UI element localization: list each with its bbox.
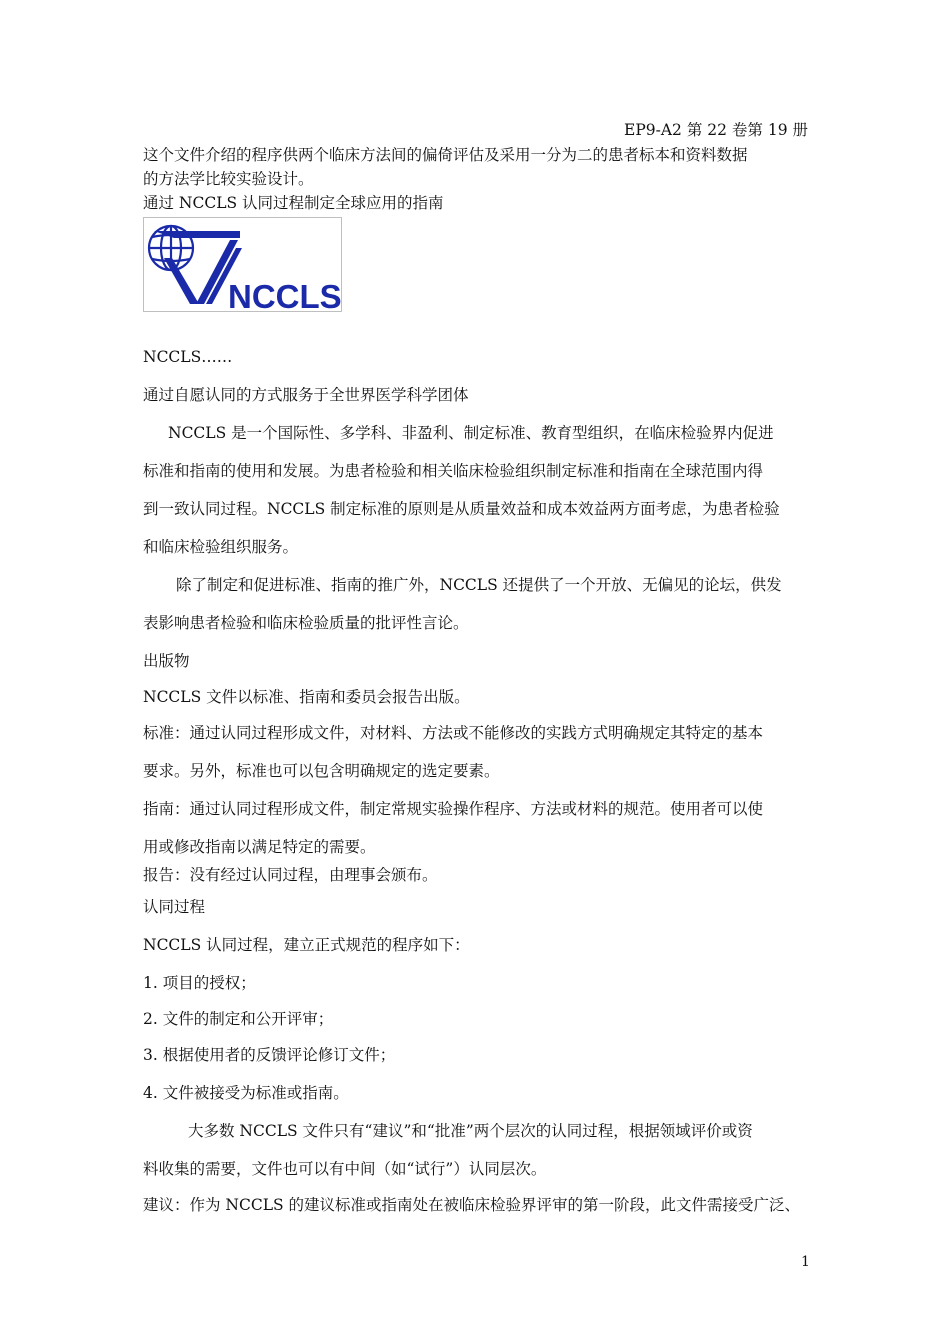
definition-line: 报告：没有经过认同过程，由理事会颁布。 bbox=[143, 866, 438, 884]
serve-line: 通过自愿认同的方式服务于全世界医学科学团体 bbox=[143, 386, 469, 404]
nccls-line: NCCLS…… bbox=[143, 348, 233, 366]
section-heading: 出版物 bbox=[143, 652, 190, 670]
paragraph-line: 建议：作为 NCCLS 的建议标准或指南处在被临床检验界评审的第一阶段，此文件需接受广泛、 bbox=[143, 1196, 801, 1214]
list-item: 2. 文件的制定和公开评审； bbox=[143, 1010, 334, 1028]
paragraph-line: 到一致认同过程。NCCLS 制定标准的原则是从质量效益和成本效益两方面考虑，为患者检验 bbox=[143, 500, 780, 518]
section-heading: 认同过程 bbox=[143, 898, 206, 916]
nccls-logo bbox=[143, 217, 342, 312]
intro-line: 这个文件介绍的程序供两个临床方法间的偏倚评估及采用一分为二的患者标本和资料数据 bbox=[143, 146, 748, 164]
paragraph-line: NCCLS 认同过程，建立正式规范的程序如下： bbox=[143, 936, 470, 954]
definition-line: 标准：通过认同过程形成文件，对材料、方法或不能修改的实践方式明确规定其特定的基本 bbox=[143, 724, 764, 742]
logo-text: NCCLS bbox=[228, 278, 341, 311]
list-item: 1. 项目的授权； bbox=[143, 974, 256, 992]
list-item: 3. 根据使用者的反馈评论修订文件； bbox=[143, 1046, 396, 1064]
document-reference-header: EP9-A2 第 22 卷第 19 册 bbox=[624, 121, 808, 139]
paragraph-line: 和临床检验组织服务。 bbox=[143, 538, 299, 556]
intro-line: 通过 NCCLS 认同过程制定全球应用的指南 bbox=[143, 194, 444, 212]
paragraph-line: 标准和指南的使用和发展。为患者检验和相关临床检验组织制定标准和指南在全球范围内得 bbox=[143, 462, 764, 480]
definition-line: 指南：通过认同过程形成文件，制定常规实验操作程序、方法或材料的规范。使用者可以使 bbox=[143, 800, 764, 818]
definition-line: 用或修改指南以满足特定的需要。 bbox=[143, 838, 376, 856]
paragraph-line: 除了制定和促进标准、指南的推广外，NCCLS 还提供了一个开放、无偏见的论坛，供发 bbox=[176, 576, 782, 594]
paragraph-line: NCCLS 文件以标准、指南和委员会报告出版。 bbox=[143, 688, 470, 706]
list-item: 4. 文件被接受为标准或指南。 bbox=[143, 1084, 349, 1102]
paragraph-line: 表影响患者检验和临床检验质量的批评性言论。 bbox=[143, 614, 469, 632]
globe-icon bbox=[144, 218, 341, 311]
paragraph-line: NCCLS 是一个国际性、多学科、非盈利、制定标准、教育型组织，在临床检验界内促进 bbox=[168, 424, 774, 442]
paragraph-line: 料收集的需要，文件也可以有中间（如“试行”）认同层次。 bbox=[143, 1160, 547, 1178]
intro-line: 的方法学比较实验设计。 bbox=[143, 170, 314, 188]
definition-line: 要求。另外，标准也可以包含明确规定的选定要素。 bbox=[143, 762, 500, 780]
paragraph-line: 大多数 NCCLS 文件只有“建议”和“批准”两个层次的认同过程，根据领域评价或资 bbox=[188, 1122, 753, 1140]
page-number: 1 bbox=[801, 1254, 810, 1270]
